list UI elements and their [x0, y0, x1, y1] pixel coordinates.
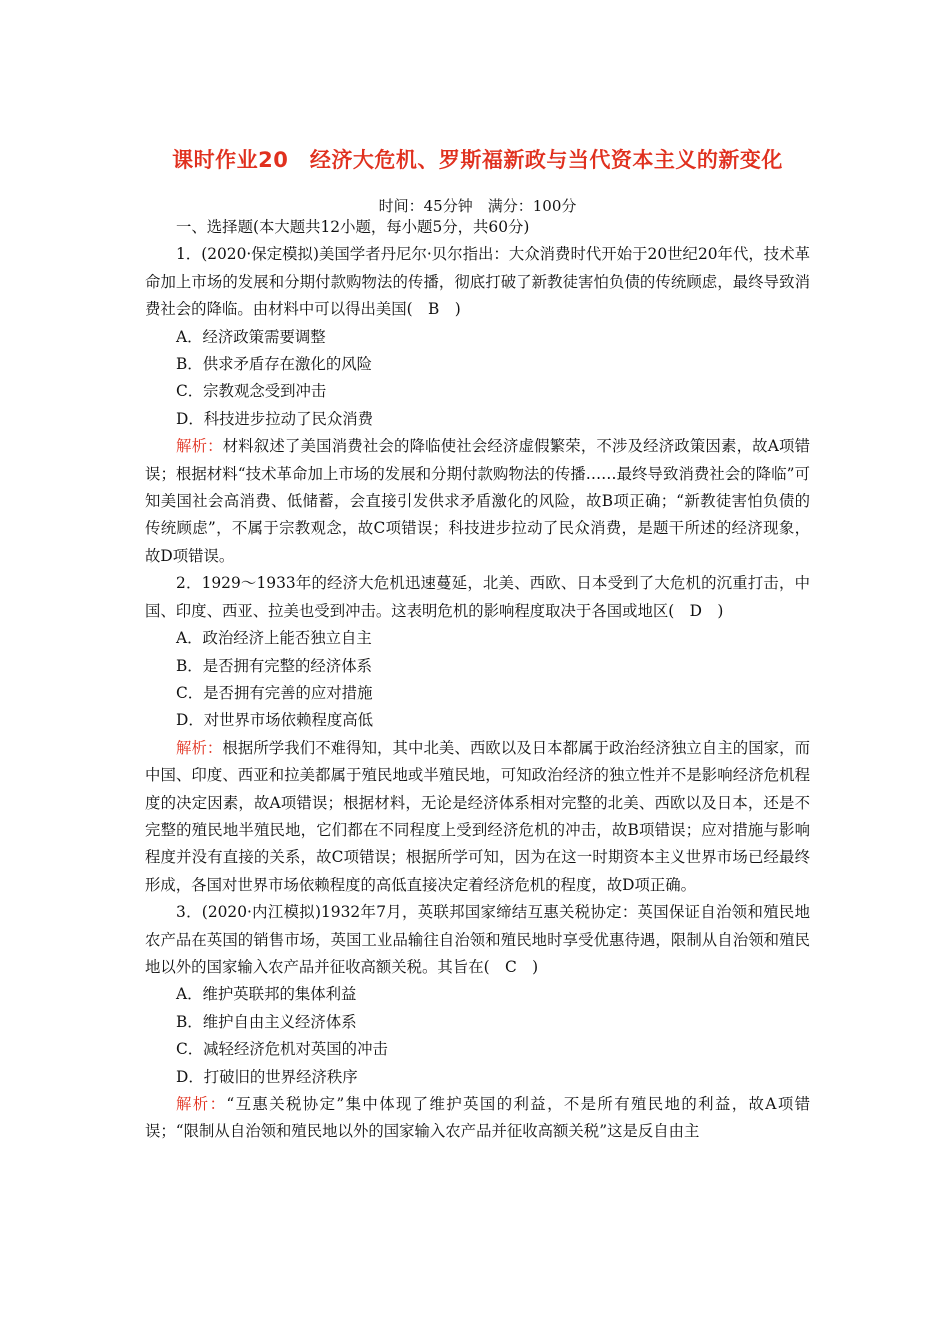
question-1-analysis: [145, 433, 810, 570]
question-1-option-b: B．供求矛盾存在激化的风险: [176, 355, 372, 374]
question-1-stem: 1．(2020·保定模拟)美国学者丹尼尔·贝尔指出：大众消费时代开始于20世纪20年代，技术革命加上市场的发展和分期付款购物法的传播，彻底打破了新教徒害怕负债的传统顾虑，最终导致消费社会的降临。由材料中可以得出美国( B ): [145, 245, 810, 319]
question-1-option-c: C．宗教观念受到冲击: [176, 382, 327, 401]
question-2-stem: 2．1929～1933年的经济大危机迅速蔓延，北美、西欧、日本受到了大危机的沉重打击，中国、印度、西亚、拉美也受到冲击。这表明危机的影响程度取决于各国或地区( D ): [145, 574, 810, 620]
question-3-option-d: D．打破旧的世界经济秩序: [176, 1067, 358, 1086]
document-title: 课时作业20 经济大危机、罗斯福新政与当代资本主义的新变化: [172, 148, 783, 172]
analysis-text: “互惠关税协定”集中体现了维护英国的利益，不是所有殖民地的利益，故A项错误；“限制从自治领和殖民地以外的国家输入农产品并征收高额关税”这是反自由主: [145, 1095, 810, 1141]
question-2-option-b: B．是否拥有完整的经济体系: [176, 656, 372, 675]
analysis-label: 解析：: [176, 738, 223, 757]
analysis-text: 材料叙述了美国消费社会的降临使社会经济虚假繁荣，不涉及经济政策因素，故A项错误；根据材料“技术革命加上市场的发展和分期付款购物法的传播……最终导致消费社会的降临”可知美国社会高消费、低储蓄，会直接引发供求矛盾激化的风险，故B项正确；“新教徒害怕负债的传统顾虑”，不属于宗教观念，故C项错误；科技进步拉动了民众消费，是题干所述的经济现象，故D项错误。: [145, 437, 810, 565]
section-heading: 一、选择题(本大题共12小题，每小题5分，共60分): [176, 218, 530, 236]
question-3-analysis: [145, 1091, 810, 1146]
question-2-option-a: A．政治经济上能否独立自主: [176, 629, 372, 648]
question-3-option-c: C．减轻经济危机对英国的冲击: [176, 1040, 388, 1059]
question-3-option-b: B．维护自由主义经济体系: [176, 1012, 357, 1031]
analysis-text: 根据所学我们不难得知，其中北美、西欧以及日本都属于政治经济独立自主的国家，而中国、印度、西亚和拉美都属于殖民地或半殖民地，可知政治经济的独立性并不是影响经济危机程度的决定因素，故A项错误；根据材料，无论是经济体系相对完整的北美、西欧以及日本，还是不完整的殖民地半殖民地，它们都在不同程度上受到经济危机的冲击，故B项错误；应对措施与影响程度并没有直接的关系，故C项错误；根据所学可知，因为在这一时期资本主义世界市场已经最终形成，各国对世界市场依赖程度的高低直接决定着经济危机的程度，故D项正确。: [145, 738, 810, 894]
analysis-label: 解析：: [176, 437, 223, 456]
exam-meta: 时间：45分钟 满分：100分: [378, 197, 577, 215]
question-3-option-a: A．维护英联邦的集体利益: [176, 985, 357, 1004]
question-1-option-d: D．科技进步拉动了民众消费: [176, 409, 374, 428]
question-2-option-d: D．对世界市场依赖程度高低: [176, 711, 374, 730]
question-2-option-c: C．是否拥有完善的应对措施: [176, 683, 373, 702]
question-2-analysis: [145, 735, 810, 899]
document-body: [145, 214, 810, 1146]
question-3-stem: 3．(2020·内江模拟)1932年7月，英联邦国家缔结互惠关税协定：英国保证自治领和殖民地农产品在英国的销售市场，英国工业品输往自治领和殖民地时享受优惠待遇，限制从自治领和殖民地以外的国家输入农产品并征收高额关税。其旨在( C ): [145, 903, 810, 976]
question-1-option-a: A．经济政策需要调整: [176, 327, 326, 346]
analysis-label: 解析：: [176, 1095, 227, 1113]
